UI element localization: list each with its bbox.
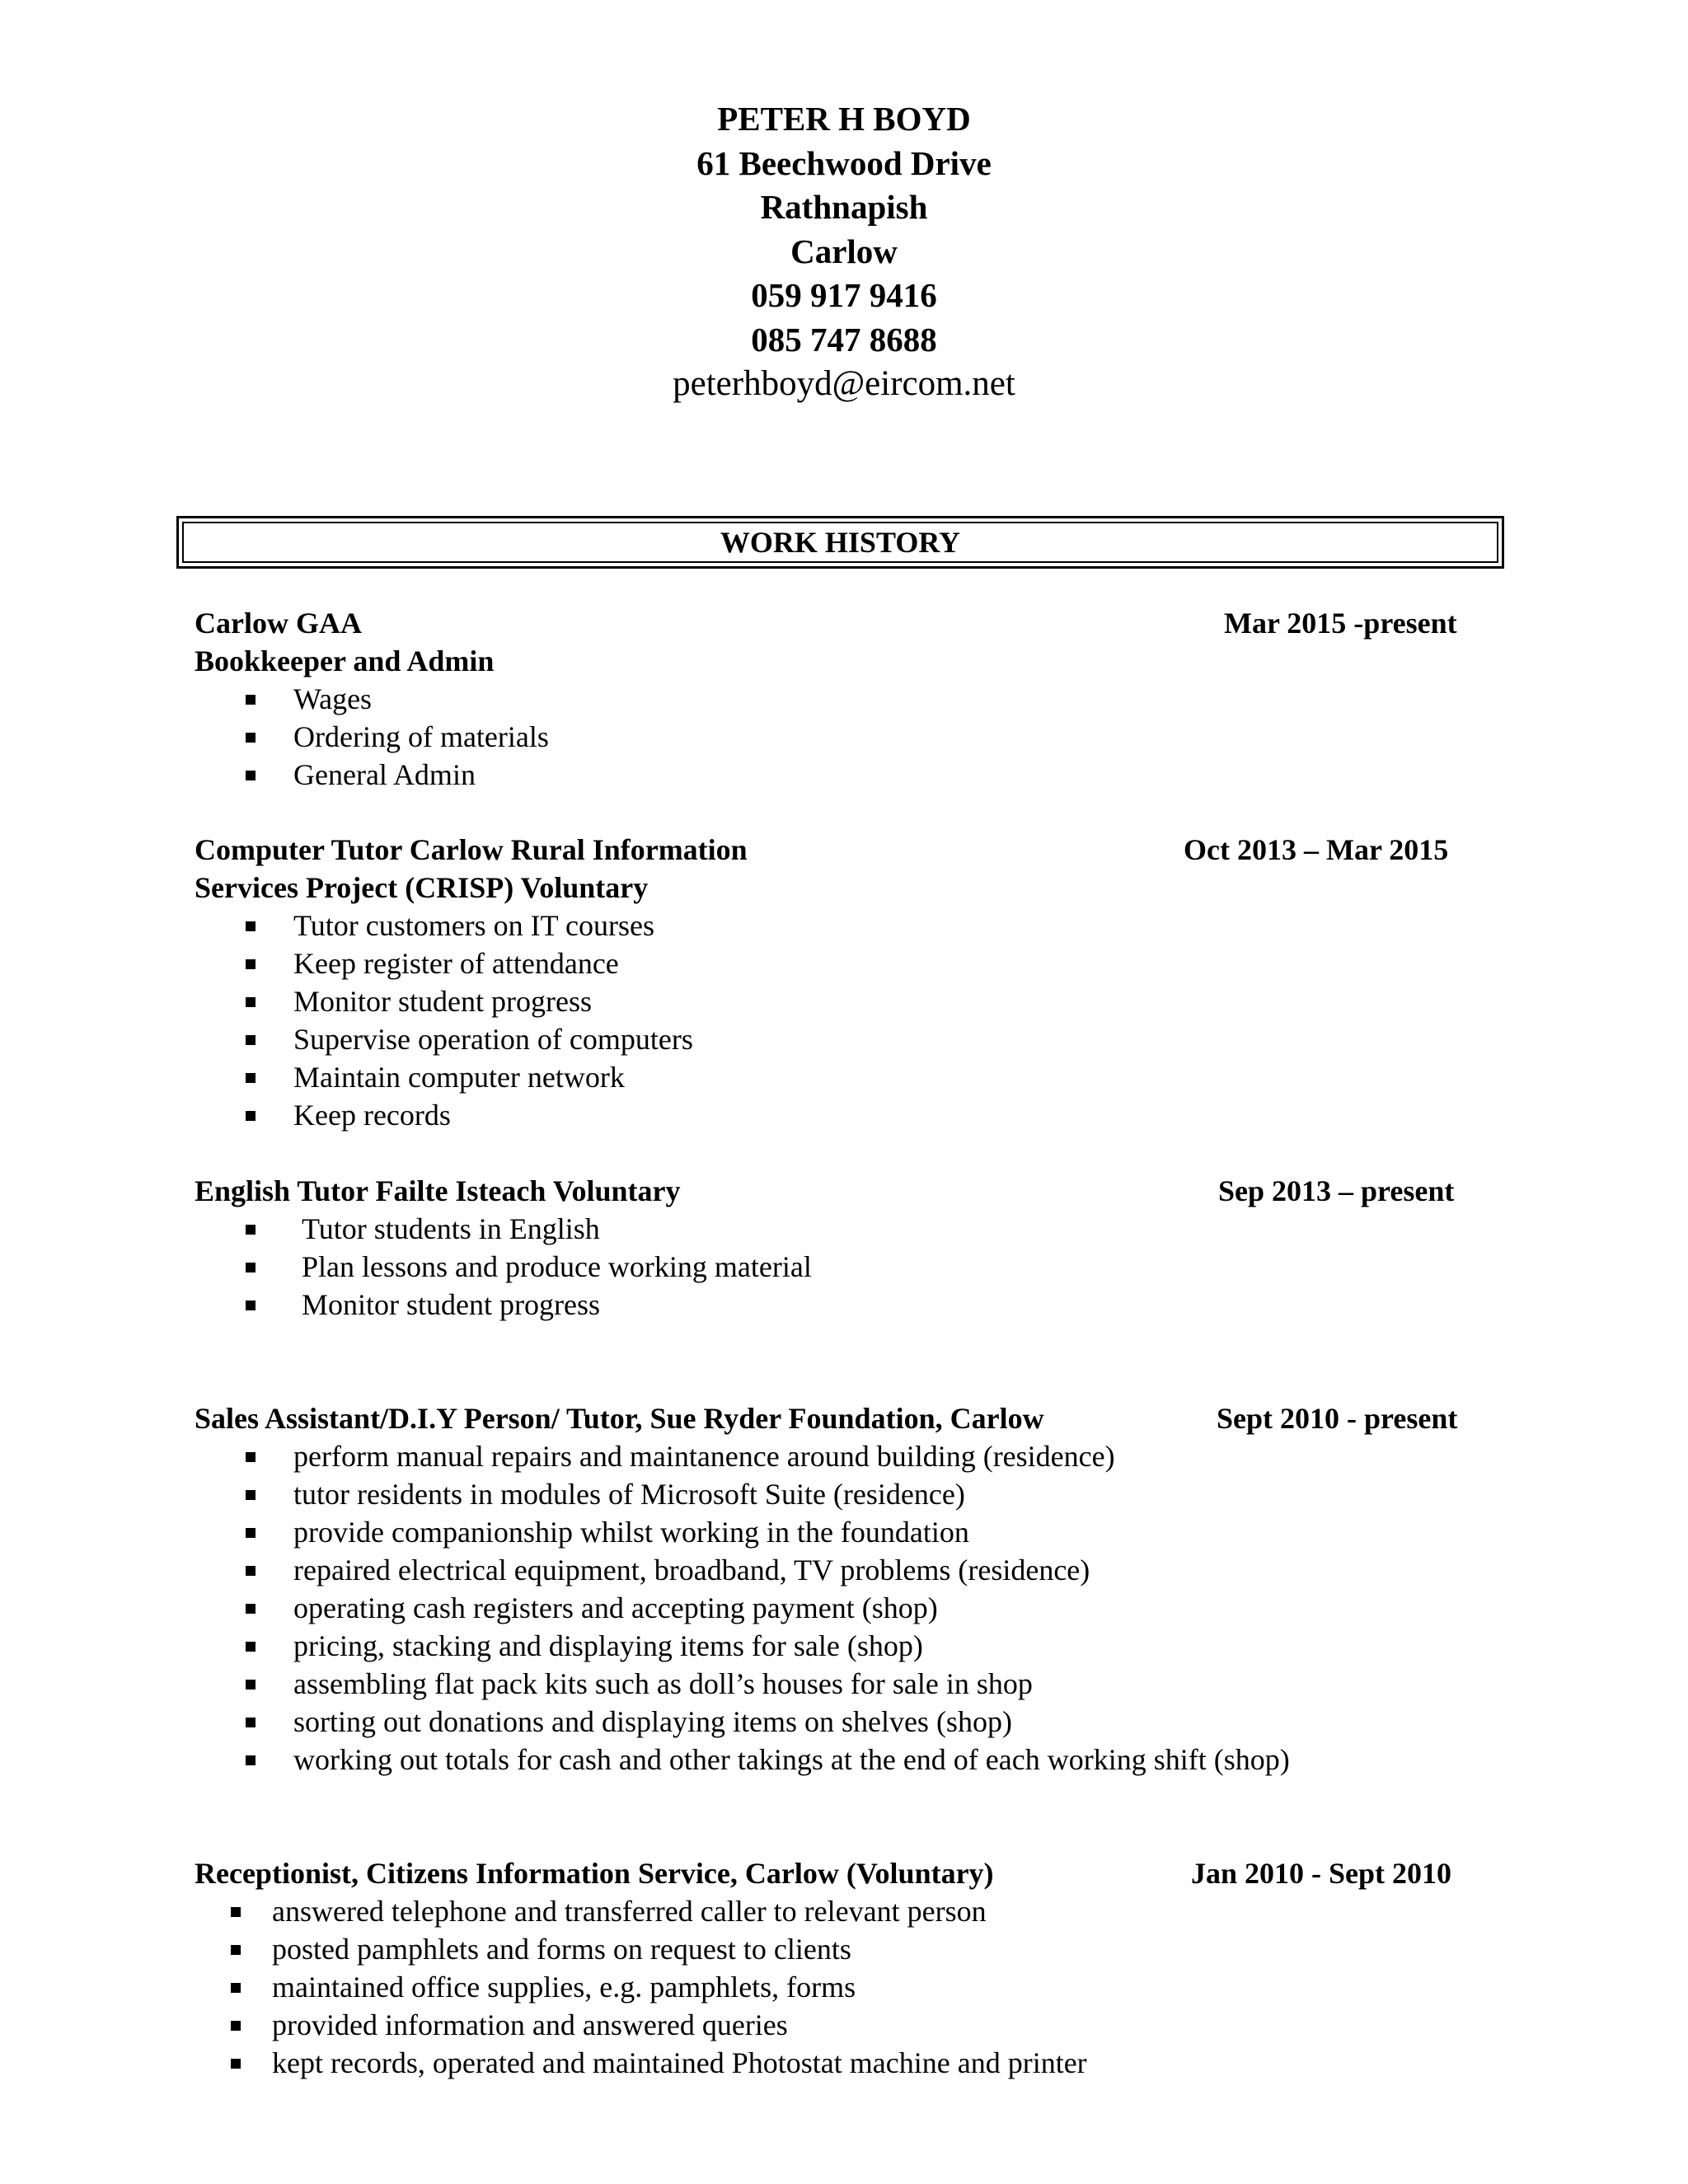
bullet-square-icon xyxy=(246,733,256,743)
duty-text: Ordering of materials xyxy=(293,720,549,753)
job-header xyxy=(195,604,1492,680)
bullet-square-icon xyxy=(246,921,256,931)
bullet-square-icon xyxy=(231,1907,241,1917)
duty-text: assembling flat pack kits such as doll’s houses for sale in shop xyxy=(293,1667,1033,1700)
section-heading: WORK HISTORY xyxy=(182,522,1498,563)
list-item xyxy=(293,944,1492,982)
duty-text: pricing, stacking and displaying items for sale (shop) xyxy=(293,1629,923,1662)
bullet-square-icon xyxy=(246,1490,256,1500)
job-subtitle: Services Project (CRISP) Voluntary xyxy=(195,871,649,904)
job-entry xyxy=(195,604,1492,794)
duty-text: Monitor student progress xyxy=(302,1288,600,1321)
bullet-square-icon xyxy=(246,1755,256,1765)
bullet-square-icon xyxy=(246,1718,256,1727)
duty-text: posted pamphlets and forms on request to clients xyxy=(272,1933,851,1966)
bullet-square-icon xyxy=(231,1945,241,1955)
address-line: Rathnapish xyxy=(760,188,928,226)
job-entry xyxy=(195,831,1492,1134)
job-subtitle: Bookkeeper and Admin xyxy=(195,644,495,677)
bullet-square-icon xyxy=(231,1983,241,1993)
job-entry xyxy=(195,1854,1492,2082)
bullet-square-icon xyxy=(246,1680,256,1690)
bullet-square-icon xyxy=(246,959,256,969)
duty-text: tutor residents in modules of Microsoft Suite (residence) xyxy=(293,1478,965,1511)
bullet-square-icon xyxy=(246,1111,256,1121)
duties-list xyxy=(195,1892,1492,2082)
bullet-square-icon xyxy=(246,695,256,705)
bullet-square-icon xyxy=(246,1225,256,1235)
bullet-square-icon xyxy=(246,1566,256,1576)
bullet-square-icon xyxy=(246,1642,256,1652)
duty-text: Keep records xyxy=(293,1099,451,1132)
list-item xyxy=(293,1020,1492,1058)
job-title: Sales Assistant/D.I.Y Person/ Tutor, Sue Ryder Foundation, Carlow xyxy=(195,1402,1044,1435)
bullet-square-icon xyxy=(246,1263,256,1272)
job-dates: Sept 2010 - present xyxy=(1217,1402,1458,1435)
bullet-square-icon xyxy=(246,1528,256,1538)
address-line: Carlow xyxy=(790,232,898,270)
job-entry xyxy=(195,1399,1492,1779)
duty-text: sorting out donations and displaying items on shelves (shop) xyxy=(293,1705,1012,1738)
bullet-square-icon xyxy=(246,1035,256,1045)
job-header xyxy=(195,1172,1492,1210)
bullet-square-icon xyxy=(246,1301,256,1310)
duty-text: working out totals for cash and other takings at the end of each working shift (shop) xyxy=(293,1743,1290,1776)
list-item xyxy=(272,1892,1492,1930)
duty-text: Supervise operation of computers xyxy=(293,1023,693,1056)
list-item xyxy=(293,1437,1492,1475)
duty-text: answered telephone and transferred caller to relevant person xyxy=(272,1895,987,1928)
list-item xyxy=(293,1058,1492,1096)
list-item xyxy=(272,1968,1492,2006)
job-header xyxy=(195,831,1492,907)
duty-text: operating cash registers and accepting payment (shop) xyxy=(293,1591,938,1624)
job-dates: Jan 2010 - Sept 2010 xyxy=(1191,1857,1452,1890)
duty-text: maintained office supplies, e.g. pamphlets, forms xyxy=(272,1971,856,2004)
duties-list xyxy=(195,1437,1492,1779)
list-item xyxy=(293,1551,1492,1589)
phone-number: 059 917 9416 xyxy=(751,276,937,314)
list-item xyxy=(272,2044,1492,2082)
duties-list xyxy=(195,907,1492,1134)
list-item xyxy=(293,1475,1492,1513)
duty-text: provide companionship whilst working in the foundation xyxy=(293,1516,969,1549)
phone-number: 085 747 8688 xyxy=(751,320,937,359)
list-item xyxy=(293,1513,1492,1551)
contact-header xyxy=(0,97,1688,406)
list-item xyxy=(293,680,1492,718)
list-item xyxy=(293,1741,1492,1779)
list-item xyxy=(293,1096,1492,1134)
list-item xyxy=(272,2006,1492,2044)
list-item xyxy=(302,1210,1492,1248)
list-item xyxy=(302,1286,1492,1324)
job-entry xyxy=(195,1172,1492,1324)
duty-text: provided information and answered queries xyxy=(272,2008,788,2041)
duties-list xyxy=(195,680,1492,794)
list-item xyxy=(293,1665,1492,1703)
job-dates: Oct 2013 – Mar 2015 xyxy=(1184,833,1449,866)
person-name: PETER H BOYD xyxy=(717,100,971,138)
list-item xyxy=(302,1248,1492,1286)
list-item xyxy=(293,756,1492,794)
address-line: 61 Beechwood Drive xyxy=(696,143,992,182)
list-item xyxy=(293,1589,1492,1627)
job-dates: Sep 2013 – present xyxy=(1218,1174,1455,1207)
list-item xyxy=(293,718,1492,756)
duty-text: Monitor student progress xyxy=(293,985,592,1018)
bullet-square-icon xyxy=(246,997,256,1007)
list-item xyxy=(293,907,1492,944)
job-dates: Mar 2015 -present xyxy=(1224,607,1457,640)
duty-text: repaired electrical equipment, broadband, TV problems (residence) xyxy=(293,1554,1090,1586)
list-item xyxy=(293,1703,1492,1741)
duty-text: General Admin xyxy=(293,758,476,791)
list-item xyxy=(293,982,1492,1020)
duty-text: Maintain computer network xyxy=(293,1061,625,1094)
section-heading-box xyxy=(176,516,1504,569)
job-title: Computer Tutor Carlow Rural Information xyxy=(195,833,748,866)
bullet-square-icon xyxy=(231,2059,241,2069)
duty-text: Wages xyxy=(293,682,373,715)
bullet-square-icon xyxy=(246,771,256,780)
duty-text: kept records, operated and maintained Photostat machine and printer xyxy=(272,2046,1087,2079)
job-title: Carlow GAA xyxy=(195,607,362,640)
list-item xyxy=(272,1930,1492,1968)
job-header xyxy=(195,1854,1492,1892)
list-item xyxy=(293,1627,1492,1665)
duty-text: Keep register of attendance xyxy=(293,947,619,980)
bullet-square-icon xyxy=(246,1073,256,1083)
duty-text: perform manual repairs and maintanence around building (residence) xyxy=(293,1440,1115,1473)
bullet-square-icon xyxy=(246,1452,256,1462)
duty-text: Tutor students in English xyxy=(302,1212,600,1245)
duties-list xyxy=(195,1210,1492,1324)
job-title: English Tutor Failte Isteach Voluntary xyxy=(195,1174,681,1207)
bullet-square-icon xyxy=(231,2021,241,2031)
bullet-square-icon xyxy=(246,1604,256,1614)
duty-text: Plan lessons and produce working material xyxy=(302,1250,812,1283)
duty-text: Tutor customers on IT courses xyxy=(293,909,654,942)
job-title: Receptionist, Citizens Information Service, Carlow (Voluntary) xyxy=(195,1857,994,1890)
email-address: peterhboyd@eircom.net xyxy=(673,364,1015,403)
job-header xyxy=(195,1399,1492,1437)
